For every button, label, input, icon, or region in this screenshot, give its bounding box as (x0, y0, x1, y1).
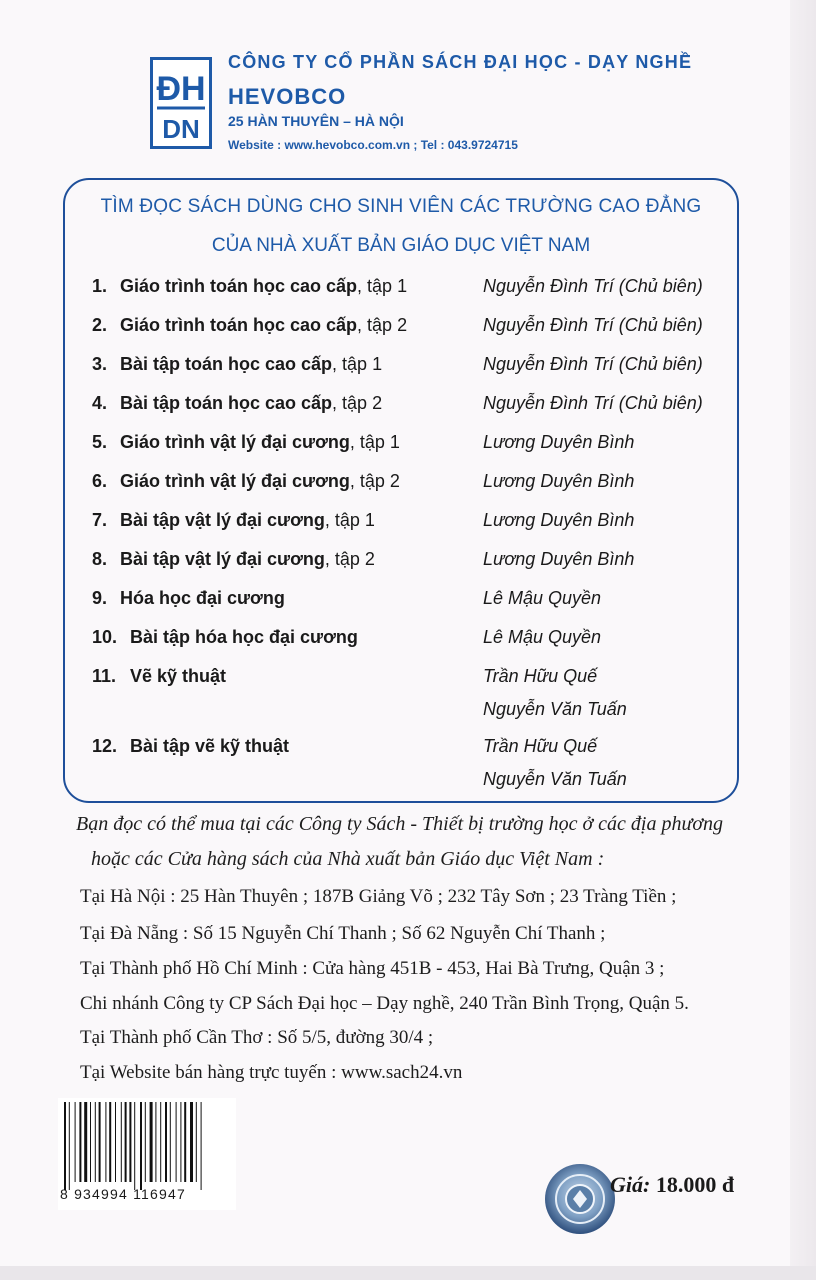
book-item (92, 276, 722, 304)
book-item (92, 549, 722, 577)
purchase-intro-2: hoặc các Cửa hàng sách của Nhà xuất bản Giáo dục Việt Nam : (91, 848, 605, 870)
book-author-2: Nguyễn Văn Tuấn (483, 699, 627, 719)
book-item (92, 471, 722, 499)
hologram-seal-icon (543, 1162, 617, 1236)
book-title: Hóa học đại cương (120, 588, 285, 608)
price (610, 1172, 734, 1198)
book-volume: , tập 1 (332, 354, 383, 374)
box-heading: TÌM ĐỌC SÁCH DÙNG CHO SINH VIÊN CÁC TRƯỜNG CAO ĐẲNG (100, 196, 702, 217)
book-number: 11. (92, 666, 117, 686)
barcode-bar (180, 1102, 181, 1182)
store-branch: Chi nhánh Công ty CP Sách Đại học – Dạy nghề, 240 Trần Bình Trọng, Quận 5. (80, 993, 689, 1014)
book-author: Lương Duyên Bình (483, 471, 635, 491)
book-number: 3. (92, 354, 108, 374)
barcode-bar (196, 1102, 197, 1182)
barcode-bar (190, 1102, 193, 1182)
box-subheading: CỦA NHÀ XUẤT BẢN GIÁO DỤC VIỆT NAM (211, 235, 591, 256)
book-author: Lương Duyên Bình (483, 549, 635, 569)
book-number: 7. (92, 510, 108, 530)
book-author: Trần Hữu Quế (483, 736, 598, 756)
book-number: 5. (92, 432, 108, 452)
book-volume: , tập 1 (349, 432, 400, 452)
book-title: Bài tập vật lý đại cương (120, 549, 325, 569)
price-label: Giá: (610, 1172, 651, 1197)
book-title: Bài tập toán học cao cấp (120, 393, 333, 413)
purchase-intro-1: Bạn đọc có thể mua tại các Công ty Sách - Thiết bị trường học ở các địa phương (76, 813, 724, 835)
book-item (92, 354, 722, 382)
book-item (92, 510, 722, 538)
barcode-bar (121, 1102, 122, 1182)
book-title: Bài tập hóa học đại cương (130, 627, 358, 647)
book-item (92, 627, 722, 655)
publisher-address: 25 HÀN THUYÊN – HÀ NỘI (228, 113, 404, 129)
book-title: Giáo trình vật lý đại cương (120, 471, 350, 491)
publisher-brand: HEVOBCO (228, 84, 347, 109)
price-value: 18.000 đ (655, 1172, 735, 1197)
book-item (92, 393, 722, 421)
book-title: Giáo trình toán học cao cấp (120, 315, 358, 335)
store-cantho: Tại Thành phố Cần Thơ : Số 5/5, đường 30/4 ; (80, 1027, 434, 1048)
barcode-bar (64, 1102, 66, 1190)
book-author: Nguyễn Đình Trí (Chủ biên) (483, 315, 703, 335)
barcode-bar (201, 1102, 202, 1190)
book-title: Vẽ kỹ thuật (130, 666, 227, 686)
book-volume: , tập 2 (332, 393, 383, 413)
barcode-bar (165, 1102, 167, 1182)
book-volume: , tập 1 (357, 276, 408, 296)
barcode-bar (99, 1102, 101, 1182)
barcode-bar (125, 1102, 127, 1182)
barcode-bar (145, 1102, 146, 1182)
publisher-name: CÔNG TY CỔ PHẦN SÁCH ĐẠI HỌC - DẠY NGHỀ (228, 52, 693, 72)
book-number: 10. (92, 627, 118, 647)
barcode-bar (90, 1102, 91, 1182)
store-hanoi: Tại Hà Nội : 25 Hàn Thuyên ; 187B Giảng Võ ; 232 Tây Sơn ; 23 Tràng Tiền ; (80, 886, 677, 907)
book-number: 6. (92, 471, 108, 491)
barcode-bar (129, 1102, 131, 1182)
book-volume: , tập 1 (324, 510, 375, 530)
barcode-bar (109, 1102, 111, 1182)
book-number: 1. (92, 276, 108, 296)
book-item (92, 588, 722, 616)
store-hcm: Tại Thành phố Hồ Chí Minh : Cửa hàng 451B - 453, Hai Bà Trưng, Quận 3 ; (80, 958, 665, 979)
book-author: Nguyễn Đình Trí (Chủ biên) (483, 393, 703, 413)
barcode-bar (115, 1102, 116, 1182)
store-danang: Tại Đà Nẵng : Số 15 Nguyễn Chí Thanh ; Số 62 Nguyễn Chí Thanh ; (80, 923, 606, 944)
book-author: Lương Duyên Bình (483, 432, 635, 452)
page-bottom-edge (0, 1266, 816, 1280)
book-author: Trần Hữu Quế (483, 666, 598, 686)
svg-text:DN: DN (162, 114, 200, 144)
book-item (92, 315, 722, 343)
barcode-bar (69, 1102, 70, 1190)
book-author: Nguyễn Đình Trí (Chủ biên) (483, 354, 703, 374)
barcode-bar (170, 1102, 171, 1182)
store-online: Tại Website bán hàng trực tuyến : www.sach24.vn (80, 1062, 463, 1083)
barcode-bar (75, 1102, 76, 1182)
book-number: 2. (92, 315, 108, 335)
book-title: Bài tập vẽ kỹ thuật (130, 736, 290, 756)
book-title: Bài tập toán học cao cấp (120, 354, 333, 374)
book-number: 4. (92, 393, 108, 413)
book-item (92, 666, 722, 736)
book-volume: , tập 2 (357, 315, 408, 335)
book-item (92, 736, 722, 806)
book-item (92, 432, 722, 460)
publisher-website: Website : www.hevobco.com.vn ; Tel : 043.9724715 (228, 138, 518, 152)
book-author: Lê Mậu Quyền (483, 627, 602, 647)
book-number: 12. (92, 736, 118, 756)
barcode-bar (134, 1102, 135, 1190)
barcode-bar (84, 1102, 87, 1182)
book-title: Giáo trình toán học cao cấp (120, 276, 358, 296)
barcode-bar (176, 1102, 177, 1182)
book-author: Lê Mậu Quyền (483, 588, 602, 608)
book-author: Nguyễn Đình Trí (Chủ biên) (483, 276, 703, 296)
barcode-bar (155, 1102, 156, 1182)
barcode-bar (105, 1102, 106, 1182)
book-title: Giáo trình vật lý đại cương (120, 432, 350, 452)
book-volume: , tập 2 (324, 549, 375, 569)
barcode-bar (79, 1102, 81, 1182)
barcode-bar (95, 1102, 96, 1182)
book-title: Bài tập vật lý đại cương (120, 510, 325, 530)
barcode-digits: 8 934994 116947 (60, 1186, 186, 1202)
book-number: 9. (92, 588, 108, 608)
barcode-bar (160, 1102, 161, 1182)
barcode-bar (150, 1102, 153, 1182)
page-right-edge (790, 0, 816, 1280)
book-number: 8. (92, 549, 108, 569)
book-list-box (63, 178, 739, 803)
publisher-logo (150, 57, 212, 149)
barcode-bar (184, 1102, 186, 1182)
svg-text:ĐH: ĐH (156, 70, 206, 108)
book-volume: , tập 2 (349, 471, 400, 491)
book-author-2: Nguyễn Văn Tuấn (483, 769, 627, 789)
barcode-bar (140, 1102, 142, 1190)
book-author: Lương Duyên Bình (483, 510, 635, 530)
